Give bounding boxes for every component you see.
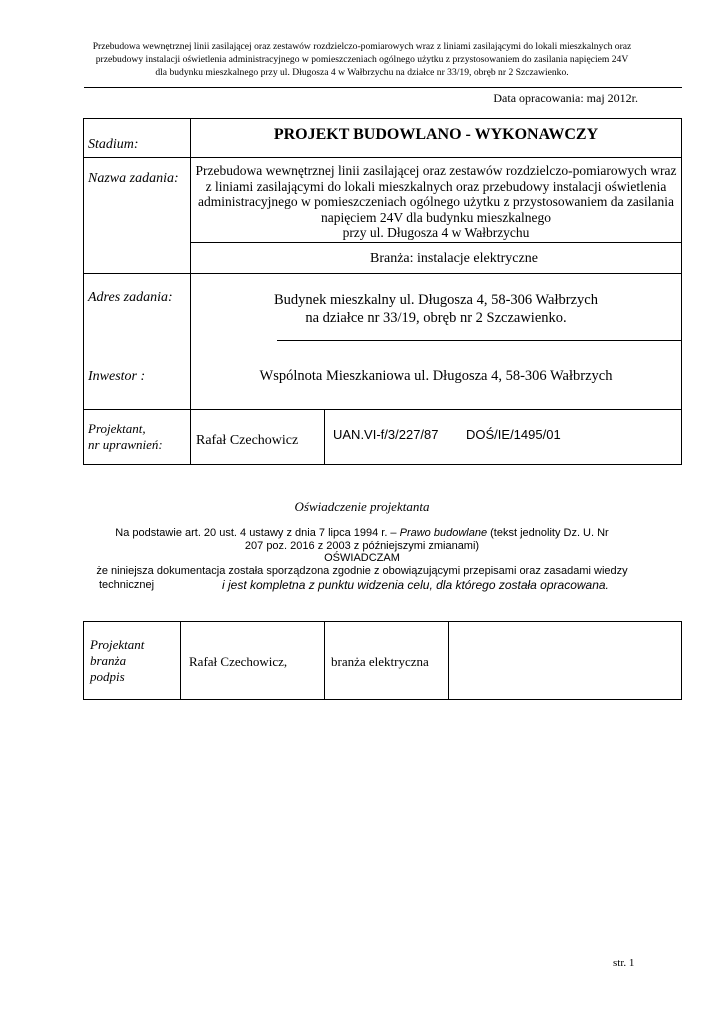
uprawnienia-number-2: DOŚ/IE/1495/01 xyxy=(466,427,561,442)
signature-divider xyxy=(324,621,325,700)
signature-branza: branża elektryczna xyxy=(331,654,429,669)
oswiadczenie-line-4: że niniejsza dokumentacja została sporządzona zgodnie z obowiązującymi przepisami oraz zasadami wiedzy xyxy=(96,564,628,577)
nazwa-zadania-label: Nazwa zadania: xyxy=(88,171,179,186)
row-divider xyxy=(83,273,682,274)
nazwa-line-5: przy ul. Długosza 4 w Wałbrzychu xyxy=(342,225,530,240)
branza-value: Branża: instalacje elektryczne xyxy=(370,251,538,266)
uprawnienia-number-1: UAN.VI-f/3/227/87 xyxy=(333,427,439,442)
header-line-2: przebudowy instalacji oświetlenia administracyjnego w pomieszczeniach ogólnego użytku z przystosowaniem do zasilania napięciem 24V xyxy=(95,54,629,65)
stadium-value: PROJEKT BUDOWLANO - WYKONAWCZY xyxy=(273,126,599,143)
adres-line-1: Budynek mieszkalny ul. Długosza 4, 58-306 Wałbrzych xyxy=(274,292,598,308)
projektant-name: Rafał Czechowicz xyxy=(196,433,299,448)
projektant-label-line-1: Projektant, xyxy=(88,421,146,436)
adres-zadania-label: Adres zadania: xyxy=(88,290,173,305)
cell-divider xyxy=(324,409,325,465)
oswiadczenie-line-3: OŚWIADCZAM xyxy=(324,552,400,564)
stadium-label: Stadium: xyxy=(88,137,139,152)
header-line-3: dla budynku mieszkalnego przy ul. Długosza 4 w Wałbrzychu na działce nr 33/19, obręb nr 2 Szczawienko. xyxy=(155,67,569,78)
oswiadczenie-line-2: 207 poz. 2016 z 2003 z późniejszymi zmianami) xyxy=(244,539,480,552)
oswiadczenie-line-5-italic: i jest kompletna z punktu widzenia celu, dla którego została opracowana. xyxy=(222,578,609,592)
signature-label-line-1: Projektant xyxy=(90,637,145,652)
oswiadczenie-line-1-pre: Na podstawie art. 20 ust. 4 ustawy z dnia 7 lipca 1994 r. – xyxy=(115,527,400,539)
nazwa-line-3: administracyjnego w pomieszczeniach ogólnego użytku z przystosowaniem da zasilania xyxy=(197,194,675,209)
inwestor-value: Wspólnota Mieszkaniowa ul. Długosza 4, 58-306 Wałbrzych xyxy=(259,368,613,384)
adres-zadania-value xyxy=(190,291,682,327)
signature-divider xyxy=(448,621,449,700)
signature-label-line-2: branża xyxy=(90,653,127,668)
prawo-budowlane-italic: Prawo budowlane xyxy=(399,527,488,539)
signature-name: Rafał Czechowicz, xyxy=(189,654,288,669)
inwestor-label: Inwestor : xyxy=(88,369,146,384)
row-divider xyxy=(190,242,682,243)
header-line-1: Przebudowa wewnętrznej linii zasilającej oraz zestawów rozdzielczo-pomiarowych wraz z liniami zasilającymi do lokali mieszkalnych oraz xyxy=(92,41,632,52)
signature-divider xyxy=(180,621,181,700)
page-number: str. 1 xyxy=(613,957,635,969)
row-divider xyxy=(83,409,682,410)
nazwa-line-2: z liniami zasilającymi do lokali mieszkalnych oraz przebudowy instalacji oświetlenia xyxy=(205,178,667,194)
oswiadczenie-line-1-post: (tekst jednolity Dz. U. Nr xyxy=(487,527,609,539)
oswiadczenie-title: Oświadczenie projektanta xyxy=(294,499,430,514)
oswiadczenie-line-5-pre: technicznej xyxy=(99,579,155,591)
signature-label xyxy=(90,637,144,685)
signature-label-line-3: podpis xyxy=(90,669,125,684)
adres-line-2: na działce nr 33/19, obręb nr 2 Szczawienko. xyxy=(305,310,567,326)
header-divider xyxy=(84,87,682,88)
nazwa-line-4: napięciem 24V dla budynku mieszkalnego xyxy=(321,209,551,225)
oswiadczenie-text xyxy=(40,527,684,577)
projektant-label xyxy=(88,421,163,453)
row-divider xyxy=(83,157,682,158)
row-divider xyxy=(277,340,682,341)
document-header xyxy=(60,40,664,79)
nazwa-line-1: Przebudowa wewnętrznej linii zasilającej oraz zestawów rozdzielczo-pomiarowych wraz xyxy=(195,163,677,178)
nazwa-zadania-value xyxy=(190,163,682,241)
oswiadczenie-line-1 xyxy=(40,527,684,540)
projektant-label-line-2: nr uprawnień: xyxy=(88,437,163,452)
date-line: Data opracowania: maj 2012r. xyxy=(493,91,638,105)
